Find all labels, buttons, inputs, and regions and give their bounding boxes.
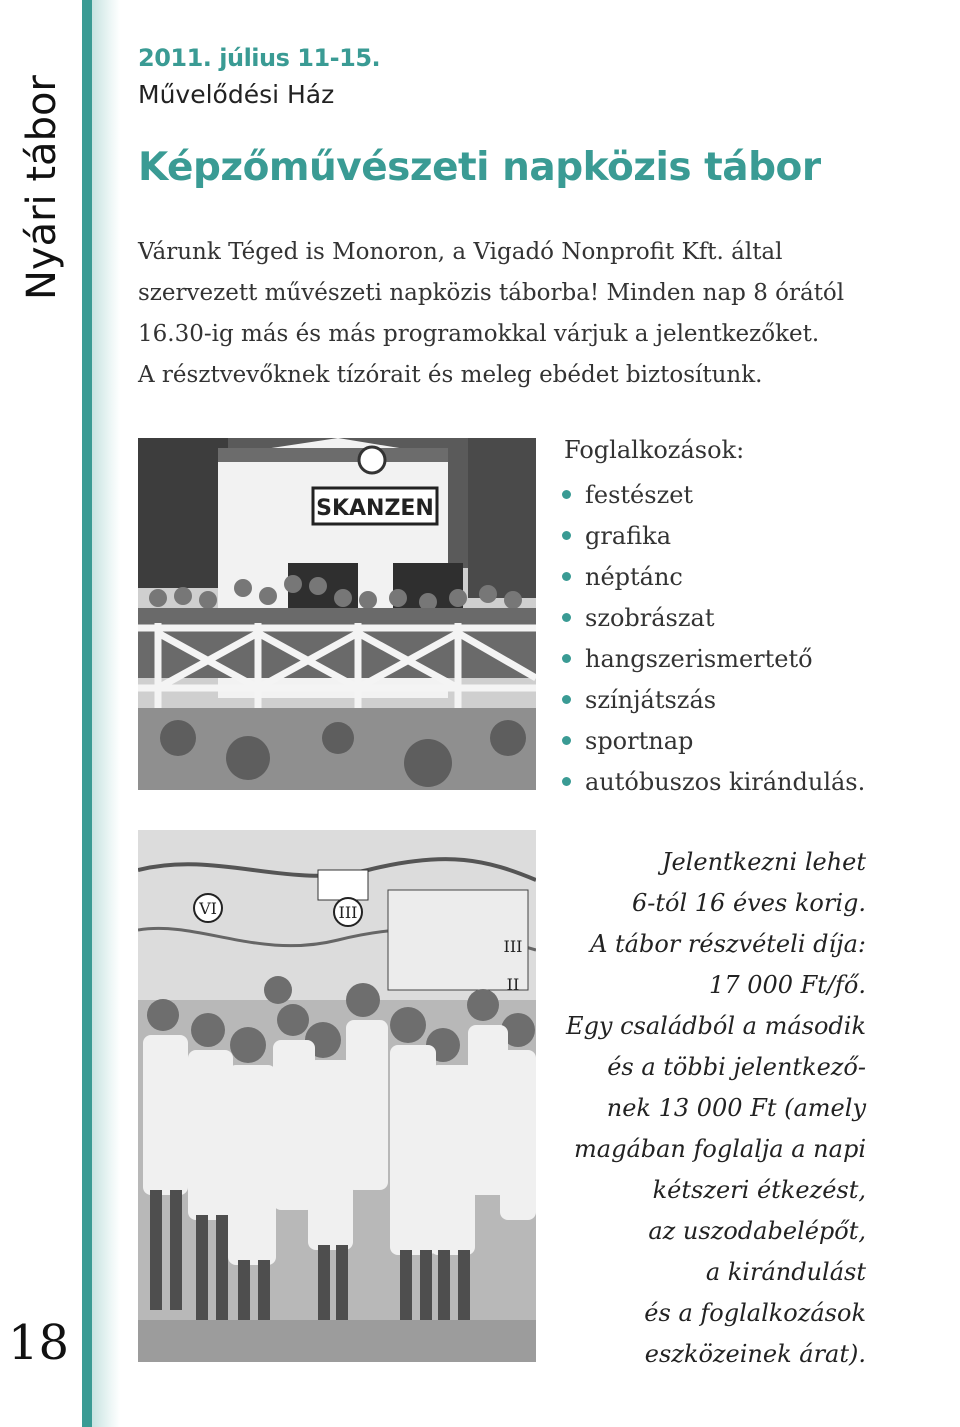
bullet-dot-icon	[562, 572, 571, 581]
intro-line: A résztvevőknek tízórait és meleg ebédet biztosítunk.	[138, 362, 763, 388]
info-line: magában foglalja a napi	[574, 1135, 866, 1163]
page-title: Képzőművészeti napközis tábor	[138, 145, 821, 190]
bullet-dot-icon	[562, 490, 571, 499]
info-line: 17 000 Ft/fő.	[709, 971, 866, 999]
map-label-iii-b: III	[503, 937, 523, 956]
bullet-dot-icon	[562, 736, 571, 745]
list-item: szobrászat	[560, 598, 865, 639]
info-line: és a többi jelentkező-	[607, 1053, 866, 1081]
intro-line: szervezett művészeti napközis táborba! Minden nap 8 órától	[138, 280, 845, 306]
list-item: festészet	[560, 475, 865, 516]
bullet-dot-icon	[562, 654, 571, 663]
skanzen-group-photo	[138, 438, 536, 790]
info-line: a kirándulást	[705, 1258, 866, 1286]
info-line: nek 13 000 Ft (amely	[606, 1094, 866, 1122]
bullet-dot-icon	[562, 695, 571, 704]
skanzen-sign: SKANZEN	[316, 496, 434, 521]
children-map-photo	[138, 830, 536, 1362]
activities-list	[560, 475, 865, 803]
list-item: autóbuszos kirándulás.	[560, 762, 865, 803]
list-item: grafika	[560, 516, 865, 557]
info-line: A tábor részvételi díja:	[590, 930, 866, 958]
list-item: hangszerismertető	[560, 639, 865, 680]
intro-line: 16.30-ig más és más programokkal várjuk a jelentkezőket.	[138, 321, 820, 347]
event-venue: Művelődési Ház	[138, 80, 335, 109]
registration-info	[560, 842, 866, 1375]
event-date: 2011. július 11-15.	[138, 44, 381, 72]
bullet-dot-icon	[562, 531, 571, 540]
list-item: néptánc	[560, 557, 865, 598]
list-item: sportnap	[560, 721, 865, 762]
side-accent-bar	[82, 0, 92, 1427]
section-title-vertical: Nyári tábor	[19, 75, 65, 300]
info-line: Egy családból a második	[566, 1012, 866, 1040]
bullet-dot-icon	[562, 613, 571, 622]
info-line: az uszodabelépőt,	[648, 1217, 866, 1245]
bullet-dot-icon	[562, 777, 571, 786]
page-number: 18	[8, 1315, 70, 1371]
intro-paragraph	[138, 232, 858, 396]
side-accent-gradient	[92, 0, 120, 1427]
info-line: és a foglalkozások	[644, 1299, 866, 1327]
info-line: Jelentkezni lehet	[661, 848, 866, 876]
map-label-vi: VI	[199, 899, 217, 918]
list-item: színjátszás	[560, 680, 865, 721]
map-label-iii: III	[338, 903, 358, 922]
activities-heading: Foglalkozások:	[564, 436, 745, 464]
info-line: kétszeri étkezést,	[652, 1176, 866, 1204]
info-line: 6-tól 16 éves korig.	[632, 889, 866, 917]
info-line: eszközeinek árat).	[644, 1340, 866, 1368]
intro-line: Várunk Téged is Monoron, a Vigadó Nonprofit Kft. által	[138, 239, 783, 265]
map-label-ii: II	[506, 975, 520, 994]
